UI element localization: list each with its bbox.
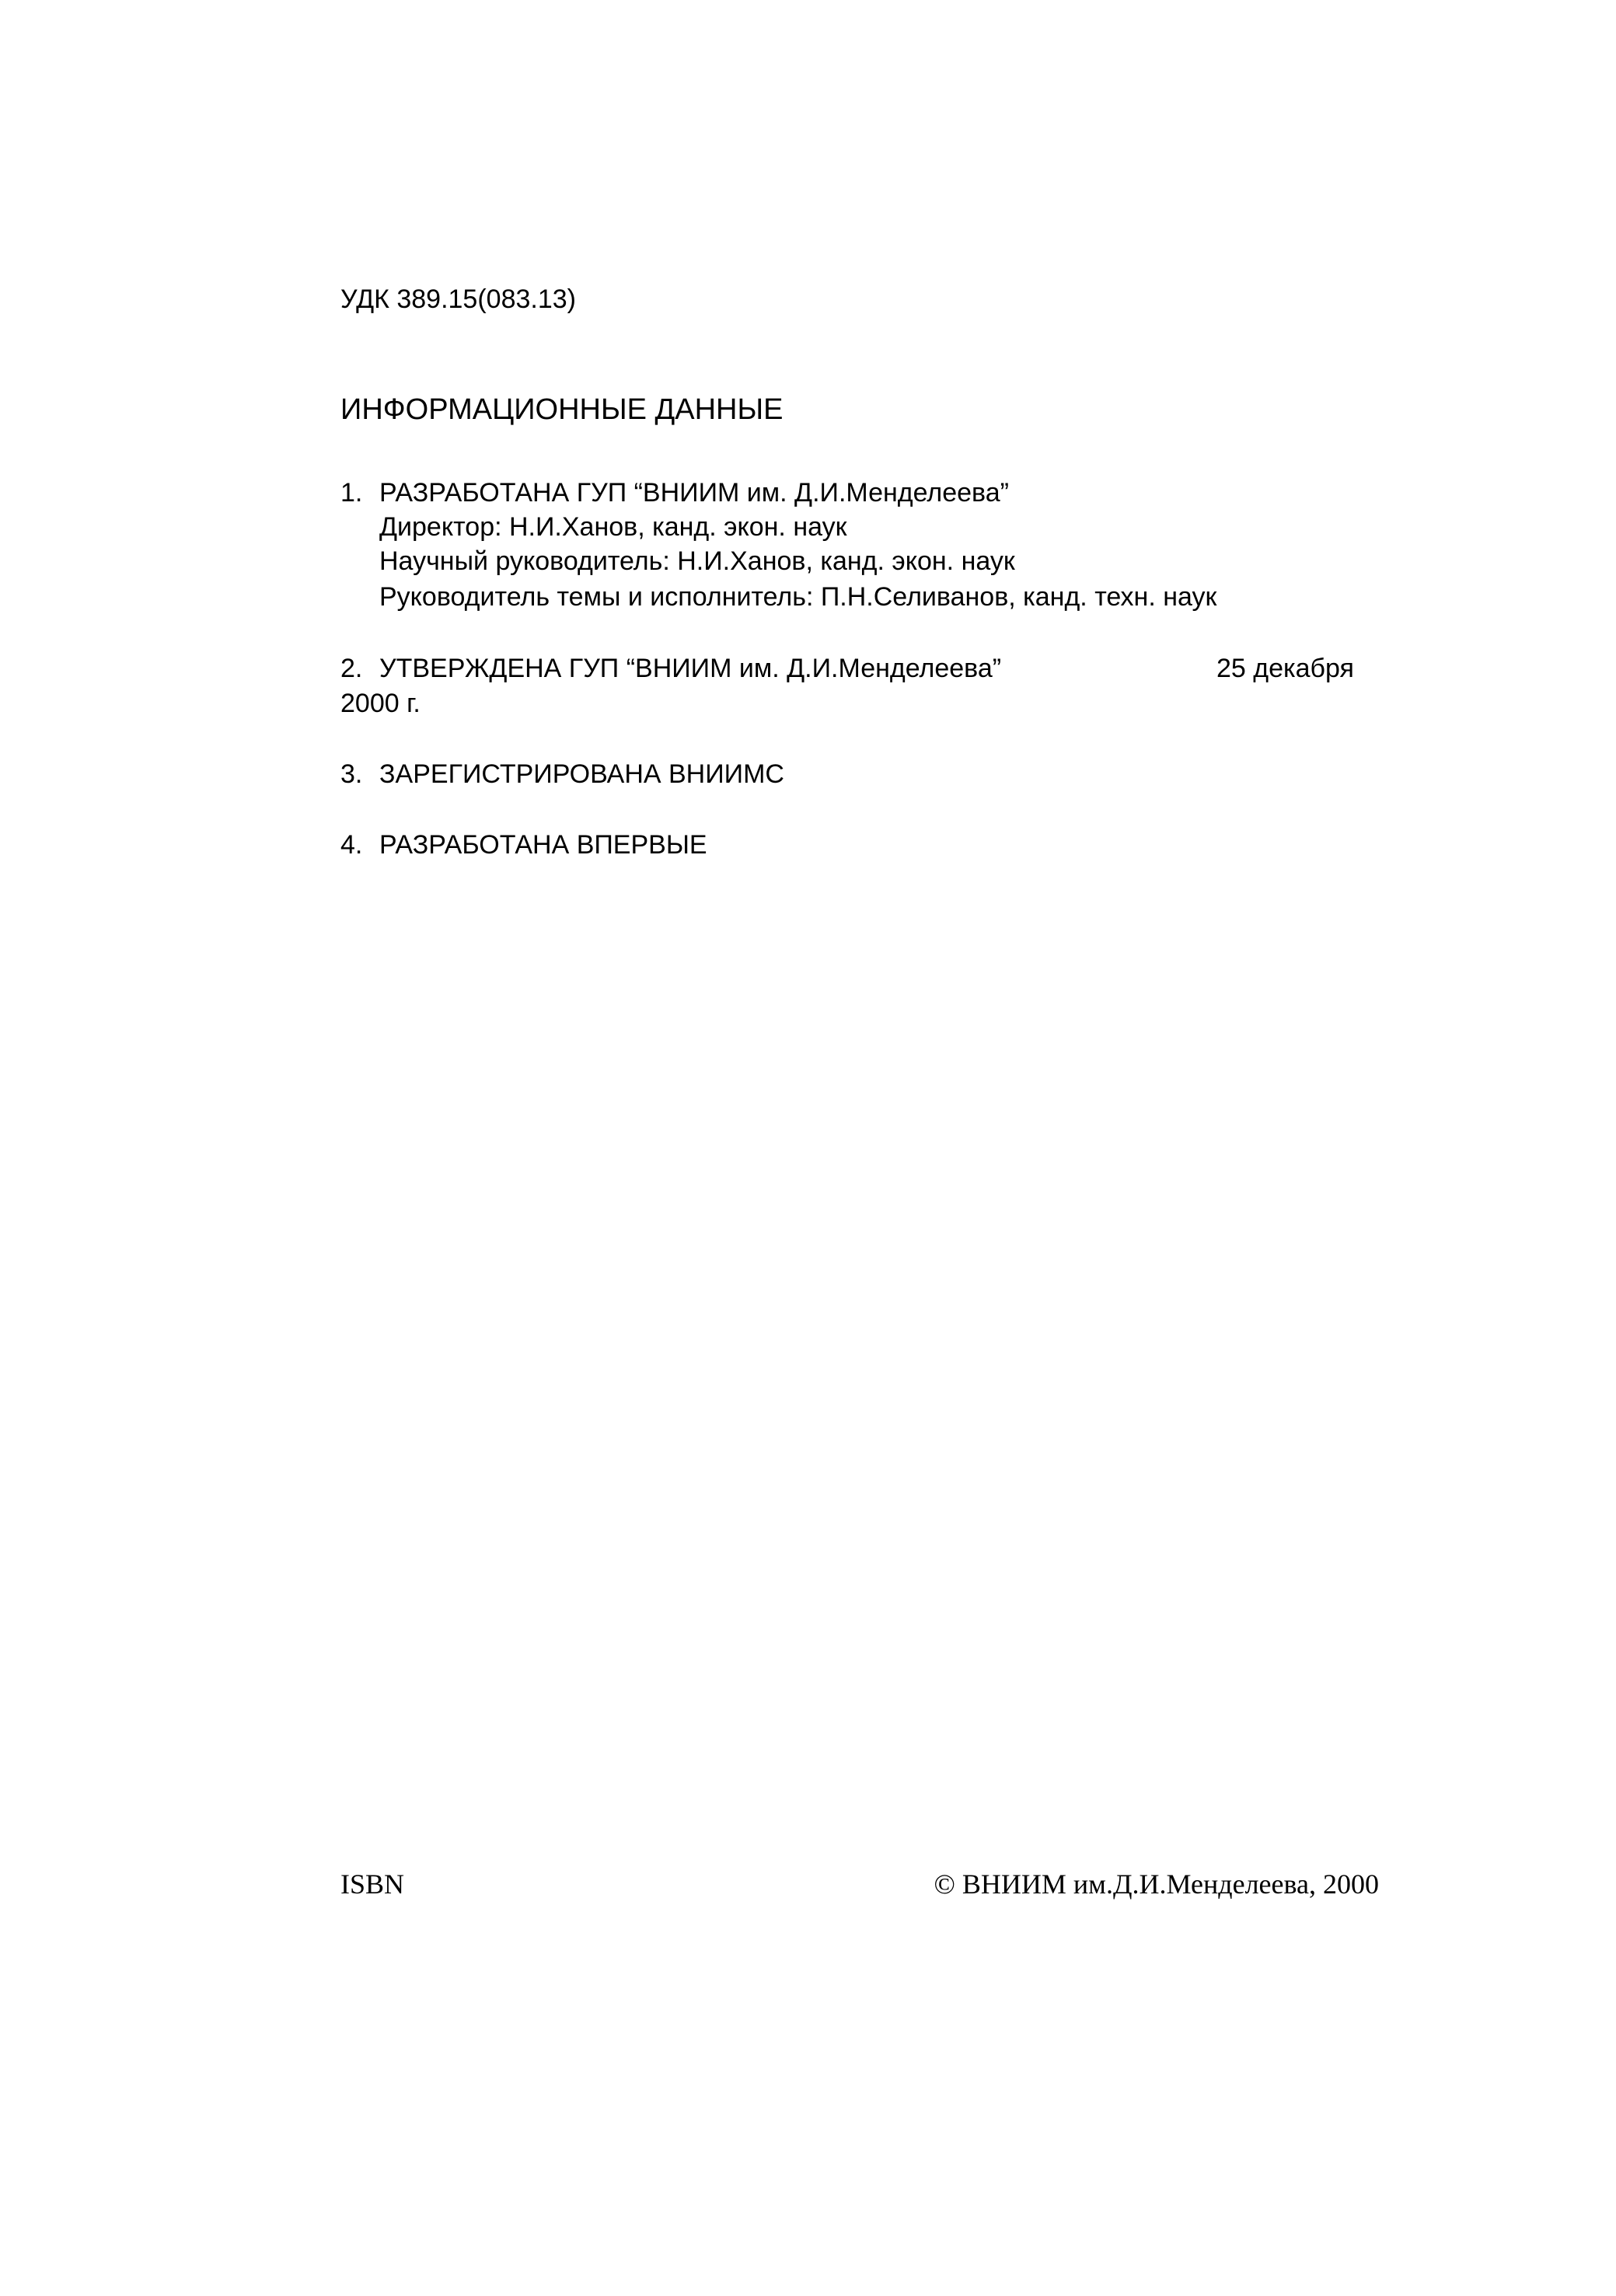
section-heading: ИНФОРМАЦИОННЫЕ ДАННЫЕ	[340, 393, 784, 426]
item-number: 3.	[340, 759, 363, 789]
item-title: ЗАРЕГИСТРИРОВАНА ВНИИМС	[379, 759, 784, 789]
item-number: 1.	[340, 478, 363, 508]
item-title: РАЗРАБОТАНА ВПЕРВЫЕ	[379, 830, 707, 860]
item-number: 4.	[340, 830, 363, 860]
approval-date: 25 декабря	[1216, 654, 1354, 683]
udk-code: УДК 389.15(083.13)	[340, 284, 576, 314]
isbn-label: ISBN	[340, 1869, 405, 1900]
item-title: УТВЕРЖДЕНА ГУП “ВНИИМ им. Д.И.Менделеева”	[379, 654, 1002, 683]
item-number: 2.	[340, 654, 363, 683]
item-detail-director: Директор: Н.И.Ханов, канд. экон. наук	[379, 512, 847, 542]
item-detail-supervisor: Научный руководитель: Н.И.Ханов, канд. экон. наук	[379, 546, 1015, 576]
approval-year: 2000 г.	[340, 689, 421, 718]
item-detail-lead: Руководитель темы и исполнитель: П.Н.Селиванов, канд. техн. наук	[379, 582, 1217, 612]
item-title: РАЗРАБОТАНА ГУП “ВНИИМ им. Д.И.Менделеева”	[379, 478, 1009, 508]
copyright-notice: © ВНИИМ им.Д.И.Менделеева, 2000	[934, 1869, 1379, 1900]
